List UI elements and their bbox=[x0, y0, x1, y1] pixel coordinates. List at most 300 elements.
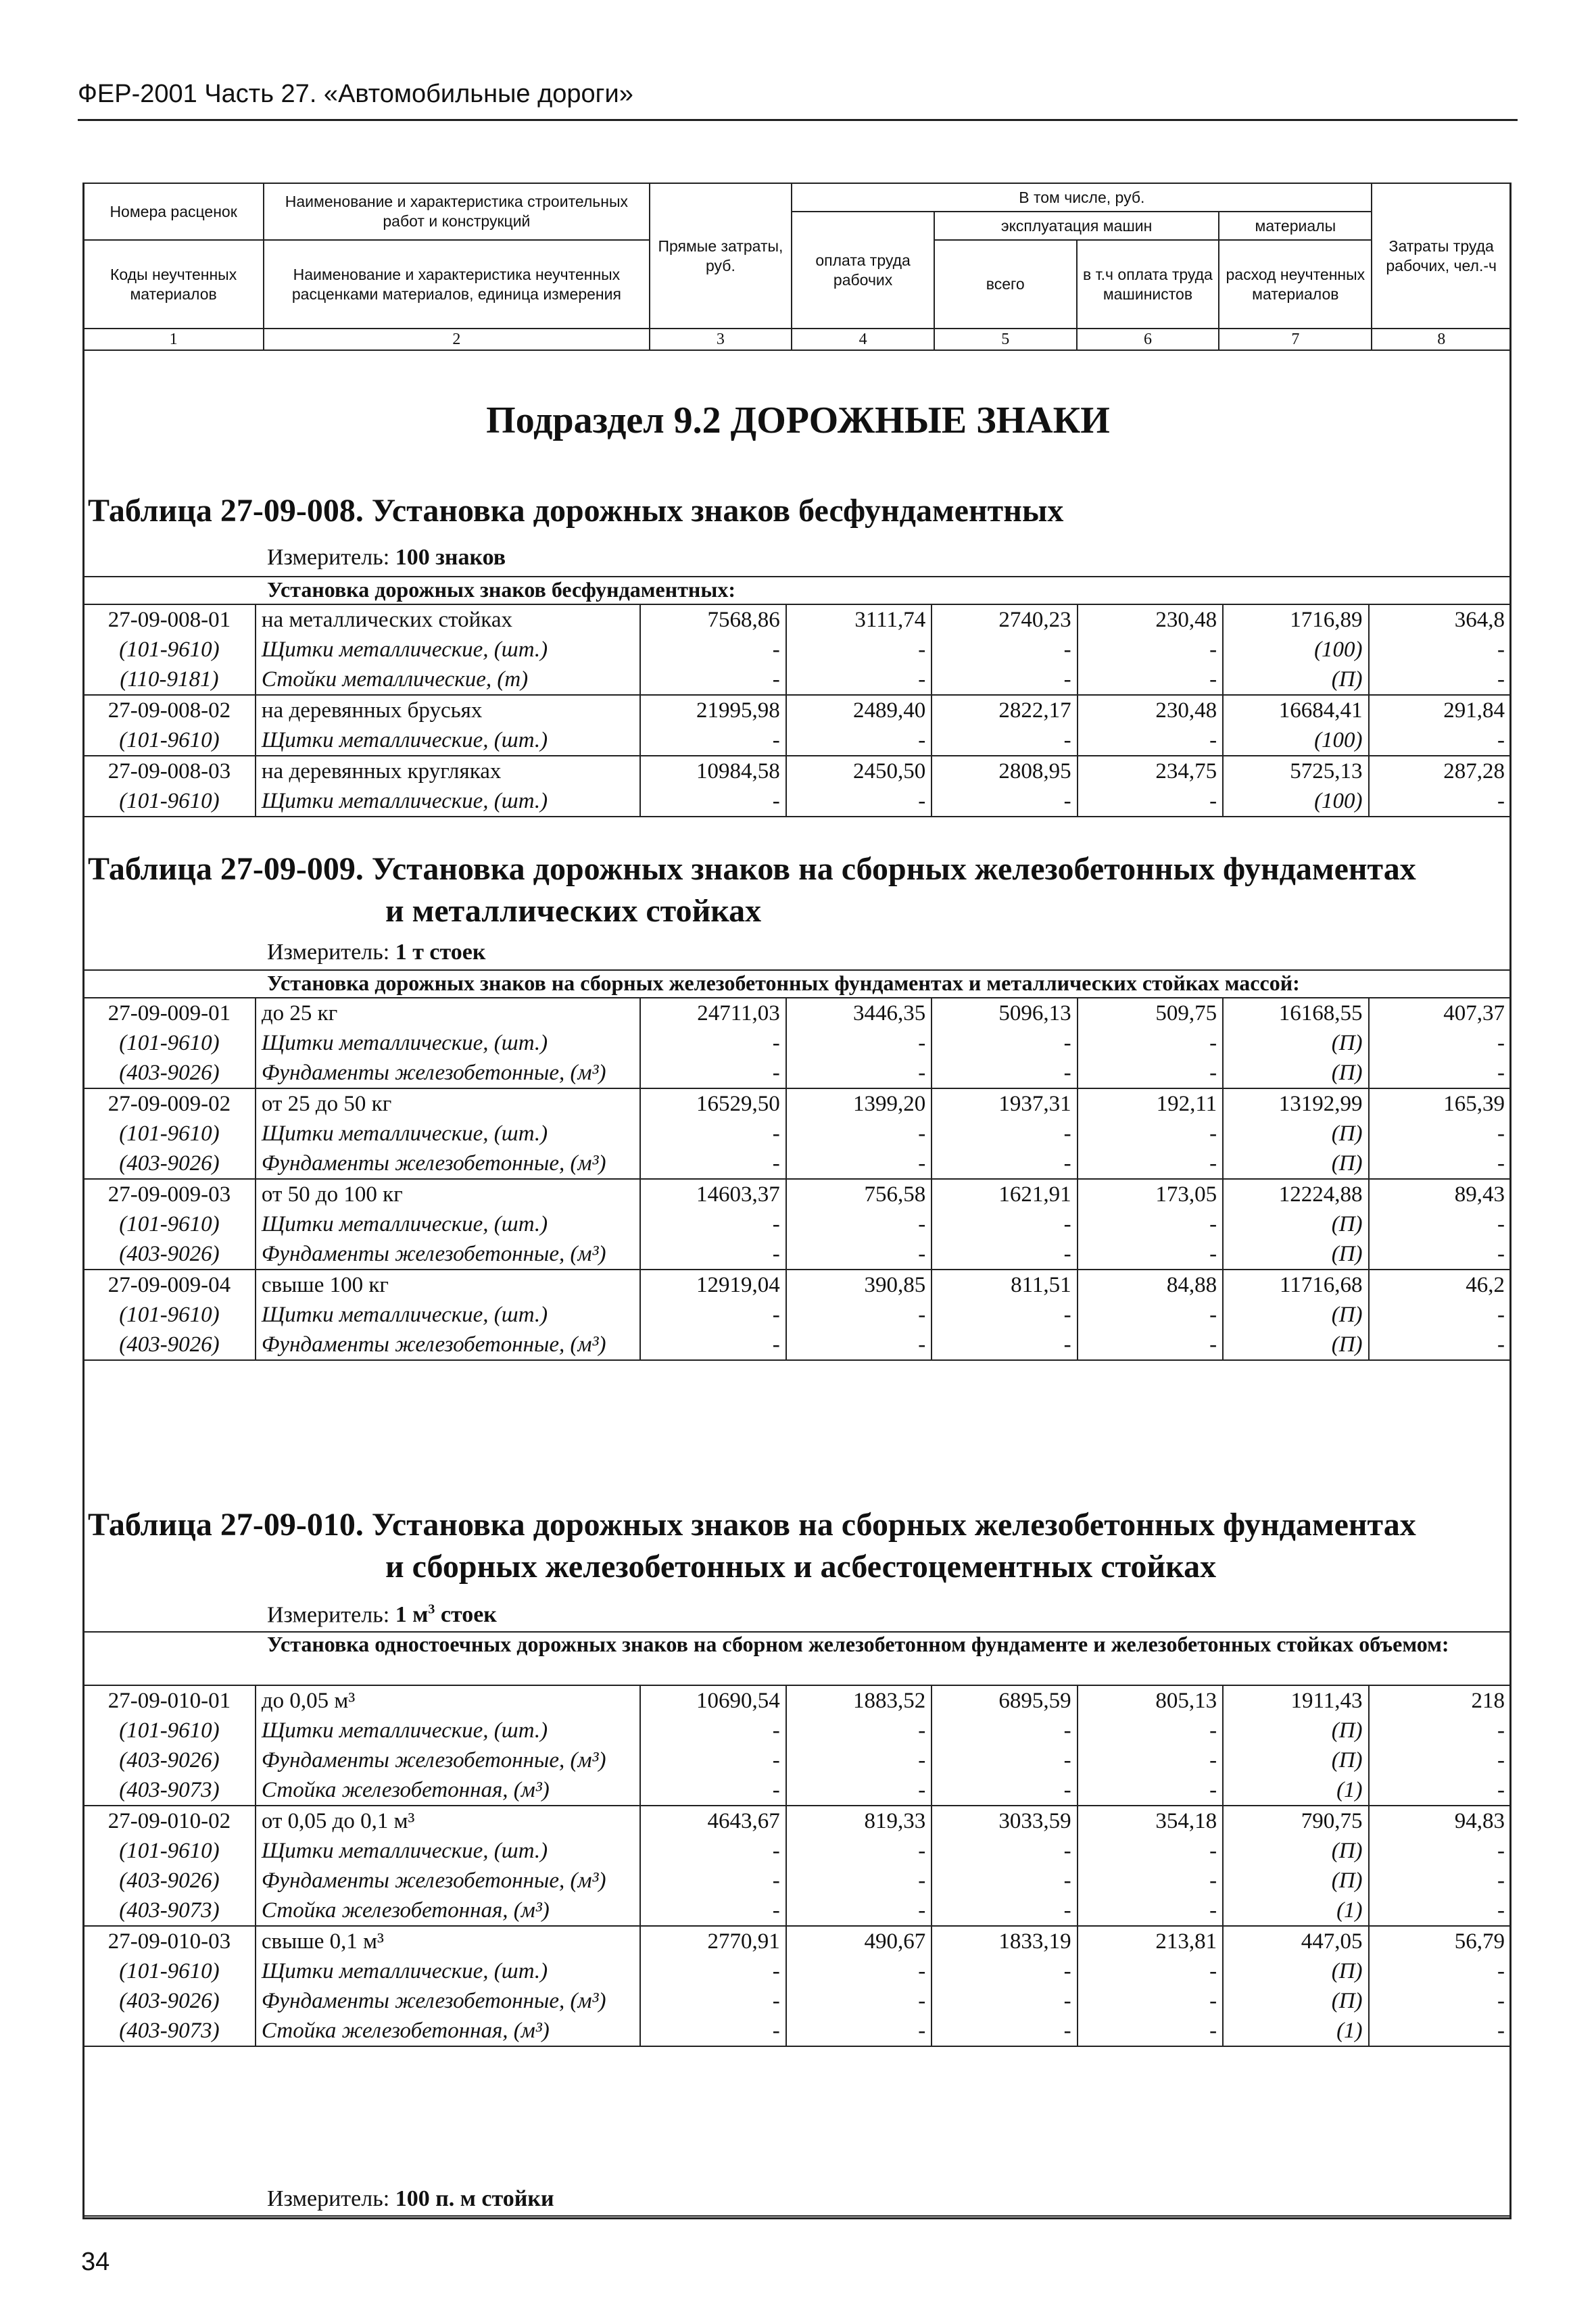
row-name: Щитки металлические, (шт.) bbox=[256, 1028, 640, 1058]
table-009 bbox=[82, 997, 1512, 1361]
section-title: Подраздел 9.2 ДОРОЖНЫЕ ЗНАКИ bbox=[486, 400, 1110, 441]
machine-total: - bbox=[932, 1300, 1077, 1330]
machinist-pay: 173,05 bbox=[1078, 1179, 1223, 1209]
row-name: до 25 кг bbox=[256, 998, 640, 1028]
row-code: (403-9026) bbox=[83, 1239, 256, 1270]
direct-cost: - bbox=[640, 635, 785, 665]
labor-pay: - bbox=[786, 1716, 932, 1745]
row-name: на деревянных брусьях bbox=[256, 695, 640, 725]
machinist-pay: - bbox=[1078, 1836, 1223, 1866]
machinist-pay: - bbox=[1078, 1775, 1223, 1806]
table-009-meter: Измеритель: 1 т стоек bbox=[267, 940, 486, 965]
row-name: до 0,05 м³ bbox=[256, 1685, 640, 1716]
labor-hours: 291,84 bbox=[1369, 695, 1511, 725]
direct-cost: 16529,50 bbox=[640, 1088, 785, 1119]
table-row bbox=[83, 695, 1511, 725]
labor-hours: - bbox=[1369, 1896, 1511, 1926]
table-row bbox=[83, 1149, 1511, 1179]
machinist-pay: 234,75 bbox=[1078, 756, 1223, 786]
table-row bbox=[83, 1300, 1511, 1330]
labor-hours: - bbox=[1369, 665, 1511, 695]
machines-header: эксплуатация машин bbox=[934, 212, 1219, 240]
table-010 bbox=[82, 1685, 1512, 2047]
machinist-pay: - bbox=[1078, 1119, 1223, 1149]
row-code: (101-9610) bbox=[83, 786, 256, 817]
machinist-pay: - bbox=[1078, 1716, 1223, 1745]
table-row bbox=[83, 1806, 1511, 1836]
table-row bbox=[83, 1058, 1511, 1088]
col1-top: Номера расценок bbox=[83, 183, 264, 240]
table-row bbox=[83, 1270, 1511, 1300]
machinist-pay: - bbox=[1078, 1956, 1223, 1986]
materials-cost: 1911,43 bbox=[1223, 1685, 1368, 1716]
row-code: (101-9610) bbox=[83, 1119, 256, 1149]
labor-pay: - bbox=[786, 1119, 932, 1149]
row-code: (101-9610) bbox=[83, 1300, 256, 1330]
direct-cost: 7568,86 bbox=[640, 604, 785, 635]
labor-hours: - bbox=[1369, 1119, 1511, 1149]
labor-hours: - bbox=[1369, 1986, 1511, 2016]
labor-hours: - bbox=[1369, 786, 1511, 817]
row-name: Щитки металлические, (шт.) bbox=[256, 1119, 640, 1149]
col-num: 4 bbox=[792, 329, 934, 350]
materials-cost: (100) bbox=[1223, 635, 1368, 665]
machine-total: 3033,59 bbox=[932, 1806, 1077, 1836]
machine-total: - bbox=[932, 1896, 1077, 1926]
row-name: Фундаменты железобетонные, (м³) bbox=[256, 1330, 640, 1360]
materials-cost: (100) bbox=[1223, 786, 1368, 817]
machinist-pay: - bbox=[1078, 1300, 1223, 1330]
materials-cost: 13192,99 bbox=[1223, 1088, 1368, 1119]
row-name: Фундаменты железобетонные, (м³) bbox=[256, 1149, 640, 1179]
machine-total: 811,51 bbox=[932, 1270, 1077, 1300]
machine-total: - bbox=[932, 1986, 1077, 2016]
materials-cost: (П) bbox=[1223, 1956, 1368, 1986]
labor-hours: - bbox=[1369, 1028, 1511, 1058]
labor-pay: 1399,20 bbox=[786, 1088, 932, 1119]
direct-cost: 10984,58 bbox=[640, 756, 785, 786]
row-name: Щитки металлические, (шт.) bbox=[256, 1956, 640, 1986]
col-num: 5 bbox=[934, 329, 1077, 350]
materials-cost: 11716,68 bbox=[1223, 1270, 1368, 1300]
header-rule bbox=[78, 119, 1518, 121]
labor-pay: - bbox=[786, 1149, 932, 1179]
labor-pay: - bbox=[786, 1745, 932, 1775]
row-name: Стойка железобетонная, (м³) bbox=[256, 1775, 640, 1806]
labor-pay: - bbox=[786, 1836, 932, 1866]
row-code: (403-9026) bbox=[83, 1058, 256, 1088]
row-code: 27-09-010-02 bbox=[83, 1806, 256, 1836]
row-code: (101-9610) bbox=[83, 1956, 256, 1986]
row-code: (403-9026) bbox=[83, 1149, 256, 1179]
machinist-pay: 230,48 bbox=[1078, 695, 1223, 725]
labor-hours: - bbox=[1369, 1330, 1511, 1360]
materials-cost: (100) bbox=[1223, 725, 1368, 756]
table-010-group: Установка одностоечных дорожных знаков на сборном железобетонном фундаменте и железобетонных стойках объемом: bbox=[267, 1632, 1449, 1656]
machinist-pay: 192,11 bbox=[1078, 1088, 1223, 1119]
direct-cost: - bbox=[640, 1330, 785, 1360]
col3-header: Прямые затраты, руб. bbox=[650, 183, 792, 329]
labor-hours: 56,79 bbox=[1369, 1926, 1511, 1956]
machinist-pay: - bbox=[1078, 1986, 1223, 2016]
table-row bbox=[83, 2016, 1511, 2046]
direct-cost: - bbox=[640, 1239, 785, 1270]
materials-cost: 16168,55 bbox=[1223, 998, 1368, 1028]
direct-cost: - bbox=[640, 1119, 785, 1149]
direct-cost: 21995,98 bbox=[640, 695, 785, 725]
labor-pay: 3446,35 bbox=[786, 998, 932, 1028]
machine-total: 2740,23 bbox=[932, 604, 1077, 635]
direct-cost: - bbox=[640, 786, 785, 817]
machinist-pay: - bbox=[1078, 2016, 1223, 2046]
machinist-pay: 805,13 bbox=[1078, 1685, 1223, 1716]
direct-cost: - bbox=[640, 1300, 785, 1330]
row-code: (403-9073) bbox=[83, 1775, 256, 1806]
col2-top: Наименование и характеристика строительных работ и конструкций bbox=[264, 183, 649, 240]
machine-total: - bbox=[932, 1716, 1077, 1745]
row-name: Фундаменты железобетонные, (м³) bbox=[256, 1745, 640, 1775]
table-009-title: Таблица 27-09-009. Установка дорожных знаков на сборных железобетонных фундаментах и металлических стойках bbox=[88, 851, 1416, 929]
machinist-pay: - bbox=[1078, 635, 1223, 665]
direct-cost: 2770,91 bbox=[640, 1926, 785, 1956]
row-name: Щитки металлические, (шт.) bbox=[256, 786, 640, 817]
labor-hours: - bbox=[1369, 1300, 1511, 1330]
direct-cost: 12919,04 bbox=[640, 1270, 785, 1300]
col8-header: Затраты труда рабочих, чел.-ч bbox=[1372, 183, 1511, 329]
row-code: (101-9610) bbox=[83, 1836, 256, 1866]
col5-header: всего bbox=[934, 240, 1077, 329]
row-code: (101-9610) bbox=[83, 1716, 256, 1745]
labor-pay: 756,58 bbox=[786, 1179, 932, 1209]
labor-pay: 3111,74 bbox=[786, 604, 932, 635]
table-row bbox=[83, 1986, 1511, 2016]
row-name: Щитки металлические, (шт.) bbox=[256, 1836, 640, 1866]
direct-cost: - bbox=[640, 665, 785, 695]
row-code: (101-9610) bbox=[83, 1028, 256, 1058]
labor-hours: - bbox=[1369, 635, 1511, 665]
machine-total: - bbox=[932, 1119, 1077, 1149]
table-010-title: Таблица 27-09-010. Установка дорожных знаков на сборных железобетонных фундаментах и сборных железобетонных и асбестоцементных стойках bbox=[88, 1507, 1416, 1585]
row-code: 27-09-009-04 bbox=[83, 1270, 256, 1300]
table-row bbox=[83, 756, 1511, 786]
machine-total: 1937,31 bbox=[932, 1088, 1077, 1119]
table-008 bbox=[82, 604, 1512, 817]
machinist-pay: - bbox=[1078, 786, 1223, 817]
labor-pay: - bbox=[786, 665, 932, 695]
row-code: (403-9073) bbox=[83, 1896, 256, 1926]
materials-cost: 1716,89 bbox=[1223, 604, 1368, 635]
labor-pay: - bbox=[786, 1209, 932, 1239]
materials-cost: (П) bbox=[1223, 665, 1368, 695]
column-header bbox=[82, 183, 1512, 351]
machinist-pay: - bbox=[1078, 1149, 1223, 1179]
machine-total: 1833,19 bbox=[932, 1926, 1077, 1956]
table-008-group: Установка дорожных знаков бесфундаментных: bbox=[267, 577, 735, 602]
row-name: Щитки металлические, (шт.) bbox=[256, 1209, 640, 1239]
direct-cost: - bbox=[640, 1866, 785, 1896]
table-row bbox=[83, 786, 1511, 817]
labor-hours: 46,2 bbox=[1369, 1270, 1511, 1300]
table-row bbox=[83, 1956, 1511, 1986]
materials-cost: (П) bbox=[1223, 1058, 1368, 1088]
machine-total: 2808,95 bbox=[932, 756, 1077, 786]
row-code: 27-09-009-01 bbox=[83, 998, 256, 1028]
row-code: 27-09-008-01 bbox=[83, 604, 256, 635]
col1-bottom: Коды неучтенных материалов bbox=[83, 240, 264, 329]
row-name: Фундаменты железобетонные, (м³) bbox=[256, 1239, 640, 1270]
table-row bbox=[83, 998, 1511, 1028]
col-num: 7 bbox=[1219, 329, 1372, 350]
table-row bbox=[83, 1745, 1511, 1775]
row-name: Стойка железобетонная, (м³) bbox=[256, 2016, 640, 2046]
machine-total: 5096,13 bbox=[932, 998, 1077, 1028]
materials-cost: 16684,41 bbox=[1223, 695, 1368, 725]
materials-cost: (П) bbox=[1223, 1866, 1368, 1896]
table-row bbox=[83, 1239, 1511, 1270]
row-name: от 25 до 50 кг bbox=[256, 1088, 640, 1119]
footer-meter: Измеритель: 100 п. м стойки bbox=[267, 2186, 554, 2211]
row-code: (101-9610) bbox=[83, 1209, 256, 1239]
machine-total: 6895,59 bbox=[932, 1685, 1077, 1716]
labor-pay: - bbox=[786, 1896, 932, 1926]
labor-pay: 819,33 bbox=[786, 1806, 932, 1836]
materials-cost: 790,75 bbox=[1223, 1806, 1368, 1836]
page-header: ФЕР-2001 Часть 27. «Автомобильные дороги» bbox=[78, 80, 633, 108]
labor-pay: - bbox=[786, 1866, 932, 1896]
incl-header: В том числе, руб. bbox=[792, 183, 1372, 212]
labor-pay: 490,67 bbox=[786, 1926, 932, 1956]
machinist-pay: - bbox=[1078, 725, 1223, 756]
direct-cost: 10690,54 bbox=[640, 1685, 785, 1716]
machine-total: - bbox=[932, 1209, 1077, 1239]
table-row bbox=[83, 604, 1511, 635]
row-name: Щитки металлические, (шт.) bbox=[256, 1716, 640, 1745]
machinist-pay: - bbox=[1078, 1330, 1223, 1360]
labor-pay: - bbox=[786, 1239, 932, 1270]
materials-cost: (П) bbox=[1223, 1716, 1368, 1745]
table-row bbox=[83, 1179, 1511, 1209]
labor-hours: - bbox=[1369, 725, 1511, 756]
machinist-pay: - bbox=[1078, 1239, 1223, 1270]
machine-total: - bbox=[932, 1956, 1077, 1986]
direct-cost: - bbox=[640, 1956, 785, 1986]
machine-total: - bbox=[932, 1866, 1077, 1896]
machinist-pay: 230,48 bbox=[1078, 604, 1223, 635]
direct-cost: - bbox=[640, 1028, 785, 1058]
row-name: свыше 0,1 м³ bbox=[256, 1926, 640, 1956]
machinist-pay: - bbox=[1078, 1866, 1223, 1896]
table-008-meter: Измеритель: 100 знаков bbox=[267, 545, 506, 570]
labor-hours: - bbox=[1369, 1239, 1511, 1270]
machine-total: - bbox=[932, 1836, 1077, 1866]
col-num: 1 bbox=[83, 329, 264, 350]
labor-hours: - bbox=[1369, 1058, 1511, 1088]
machine-total: - bbox=[932, 725, 1077, 756]
row-code: (110-9181) bbox=[83, 665, 256, 695]
labor-pay: 390,85 bbox=[786, 1270, 932, 1300]
labor-hours: 165,39 bbox=[1369, 1088, 1511, 1119]
table-row bbox=[83, 1716, 1511, 1745]
row-name: Фундаменты железобетонные, (м³) bbox=[256, 1866, 640, 1896]
materials-cost: (П) bbox=[1223, 1330, 1368, 1360]
labor-hours: 407,37 bbox=[1369, 998, 1511, 1028]
table-row bbox=[83, 1119, 1511, 1149]
machinist-pay: 213,81 bbox=[1078, 1926, 1223, 1956]
materials-cost: (П) bbox=[1223, 1300, 1368, 1330]
direct-cost: 24711,03 bbox=[640, 998, 785, 1028]
direct-cost: - bbox=[640, 1209, 785, 1239]
labor-pay: - bbox=[786, 1028, 932, 1058]
machinist-pay: 84,88 bbox=[1078, 1270, 1223, 1300]
machinist-pay: - bbox=[1078, 1058, 1223, 1088]
machinist-pay: - bbox=[1078, 1745, 1223, 1775]
labor-hours: - bbox=[1369, 1716, 1511, 1745]
direct-cost: - bbox=[640, 1745, 785, 1775]
table-008-title: Таблица 27-09-008. Установка дорожных знаков бесфундаментных bbox=[88, 493, 1064, 529]
direct-cost: - bbox=[640, 1149, 785, 1179]
materials-cost: (П) bbox=[1223, 1149, 1368, 1179]
materials-cost: (П) bbox=[1223, 1745, 1368, 1775]
labor-hours: - bbox=[1369, 1775, 1511, 1806]
labor-hours: - bbox=[1369, 1836, 1511, 1866]
row-code: (403-9073) bbox=[83, 2016, 256, 2046]
labor-pay: - bbox=[786, 1986, 932, 2016]
col7-header: расход неучтенных материалов bbox=[1219, 240, 1372, 329]
row-name: на металлических стойках bbox=[256, 604, 640, 635]
row-code: 27-09-010-01 bbox=[83, 1685, 256, 1716]
machine-total: - bbox=[932, 1028, 1077, 1058]
row-code: (101-9610) bbox=[83, 725, 256, 756]
labor-hours: 218 bbox=[1369, 1685, 1511, 1716]
labor-hours: - bbox=[1369, 1956, 1511, 1986]
table-row bbox=[83, 1836, 1511, 1866]
col4-header: оплата труда рабочих bbox=[792, 212, 934, 329]
machinist-pay: - bbox=[1078, 1896, 1223, 1926]
labor-pay: 2489,40 bbox=[786, 695, 932, 725]
machine-total: - bbox=[932, 1775, 1077, 1806]
row-code: 27-09-008-02 bbox=[83, 695, 256, 725]
machine-total: - bbox=[932, 665, 1077, 695]
table-row bbox=[83, 635, 1511, 665]
table-row bbox=[83, 1088, 1511, 1119]
table-row bbox=[83, 665, 1511, 695]
direct-cost: - bbox=[640, 1896, 785, 1926]
machinist-pay: 509,75 bbox=[1078, 998, 1223, 1028]
labor-hours: 94,83 bbox=[1369, 1806, 1511, 1836]
materials-cost: (П) bbox=[1223, 1986, 1368, 2016]
machine-total: - bbox=[932, 1239, 1077, 1270]
materials-cost: 447,05 bbox=[1223, 1926, 1368, 1956]
machinist-pay: - bbox=[1078, 1028, 1223, 1058]
materials-cost: (1) bbox=[1223, 2016, 1368, 2046]
row-code: 27-09-009-03 bbox=[83, 1179, 256, 1209]
row-name: Стойки металлические, (т) bbox=[256, 665, 640, 695]
row-code: (403-9026) bbox=[83, 1866, 256, 1896]
labor-pay: - bbox=[786, 635, 932, 665]
labor-pay: - bbox=[786, 1775, 932, 1806]
machinist-pay: 354,18 bbox=[1078, 1806, 1223, 1836]
materials-cost: (П) bbox=[1223, 1836, 1368, 1866]
row-name: Щитки металлические, (шт.) bbox=[256, 1300, 640, 1330]
table-row bbox=[83, 1866, 1511, 1896]
machine-total: - bbox=[932, 1058, 1077, 1088]
table-row bbox=[83, 1330, 1511, 1360]
labor-pay: - bbox=[786, 1058, 932, 1088]
labor-pay: - bbox=[786, 1330, 932, 1360]
labor-hours: - bbox=[1369, 1149, 1511, 1179]
labor-pay: 2450,50 bbox=[786, 756, 932, 786]
col-num: 2 bbox=[264, 329, 649, 350]
labor-hours: 364,8 bbox=[1369, 604, 1511, 635]
labor-pay: - bbox=[786, 1300, 932, 1330]
row-name: Щитки металлические, (шт.) bbox=[256, 635, 640, 665]
row-code: 27-09-008-03 bbox=[83, 756, 256, 786]
machine-total: 2822,17 bbox=[932, 695, 1077, 725]
table-row bbox=[83, 1209, 1511, 1239]
labor-pay: - bbox=[786, 1956, 932, 1986]
materials-cost: 12224,88 bbox=[1223, 1179, 1368, 1209]
materials-cost: (П) bbox=[1223, 1209, 1368, 1239]
machine-total: - bbox=[932, 1330, 1077, 1360]
direct-cost: 4643,67 bbox=[640, 1806, 785, 1836]
table-row bbox=[83, 1926, 1511, 1956]
row-name: Фундаменты железобетонные, (м³) bbox=[256, 1058, 640, 1088]
materials-cost: (1) bbox=[1223, 1775, 1368, 1806]
machine-total: - bbox=[932, 786, 1077, 817]
machine-total: - bbox=[932, 2016, 1077, 2046]
labor-hours: - bbox=[1369, 1209, 1511, 1239]
direct-cost: - bbox=[640, 725, 785, 756]
col6-header: в т.ч оплата труда машинистов bbox=[1077, 240, 1219, 329]
labor-hours: - bbox=[1369, 1745, 1511, 1775]
table-row bbox=[83, 725, 1511, 756]
row-code: 27-09-010-03 bbox=[83, 1926, 256, 1956]
labor-hours: - bbox=[1369, 1866, 1511, 1896]
row-code: (101-9610) bbox=[83, 635, 256, 665]
labor-pay: - bbox=[786, 725, 932, 756]
materials-header: материалы bbox=[1219, 212, 1372, 240]
direct-cost: - bbox=[640, 1058, 785, 1088]
row-name: Щитки металлические, (шт.) bbox=[256, 725, 640, 756]
direct-cost: - bbox=[640, 1775, 785, 1806]
materials-cost: (П) bbox=[1223, 1239, 1368, 1270]
materials-cost: 5725,13 bbox=[1223, 756, 1368, 786]
row-code: (403-9026) bbox=[83, 1745, 256, 1775]
materials-cost: (1) bbox=[1223, 1896, 1368, 1926]
col-num: 3 bbox=[650, 329, 792, 350]
page-number: 34 bbox=[81, 2248, 110, 2276]
table-row bbox=[83, 1896, 1511, 1926]
machinist-pay: - bbox=[1078, 665, 1223, 695]
row-name: на деревянных кругляках bbox=[256, 756, 640, 786]
table-row bbox=[83, 1685, 1511, 1716]
labor-hours: - bbox=[1369, 2016, 1511, 2046]
row-name: от 0,05 до 0,1 м³ bbox=[256, 1806, 640, 1836]
table-row bbox=[83, 1775, 1511, 1806]
machinist-pay: - bbox=[1078, 1209, 1223, 1239]
labor-pay: - bbox=[786, 786, 932, 817]
row-name: Стойка железобетонная, (м³) bbox=[256, 1896, 640, 1926]
col-num: 6 bbox=[1077, 329, 1219, 350]
row-code: (403-9026) bbox=[83, 1330, 256, 1360]
labor-hours: 89,43 bbox=[1369, 1179, 1511, 1209]
labor-pay: - bbox=[786, 2016, 932, 2046]
row-code: 27-09-009-02 bbox=[83, 1088, 256, 1119]
machine-total: - bbox=[932, 1149, 1077, 1179]
table-row bbox=[83, 1028, 1511, 1058]
row-name: Фундаменты железобетонные, (м³) bbox=[256, 1986, 640, 2016]
table-010-meter: Измеритель: 1 $м^3$ стоек bbox=[267, 1602, 497, 1628]
